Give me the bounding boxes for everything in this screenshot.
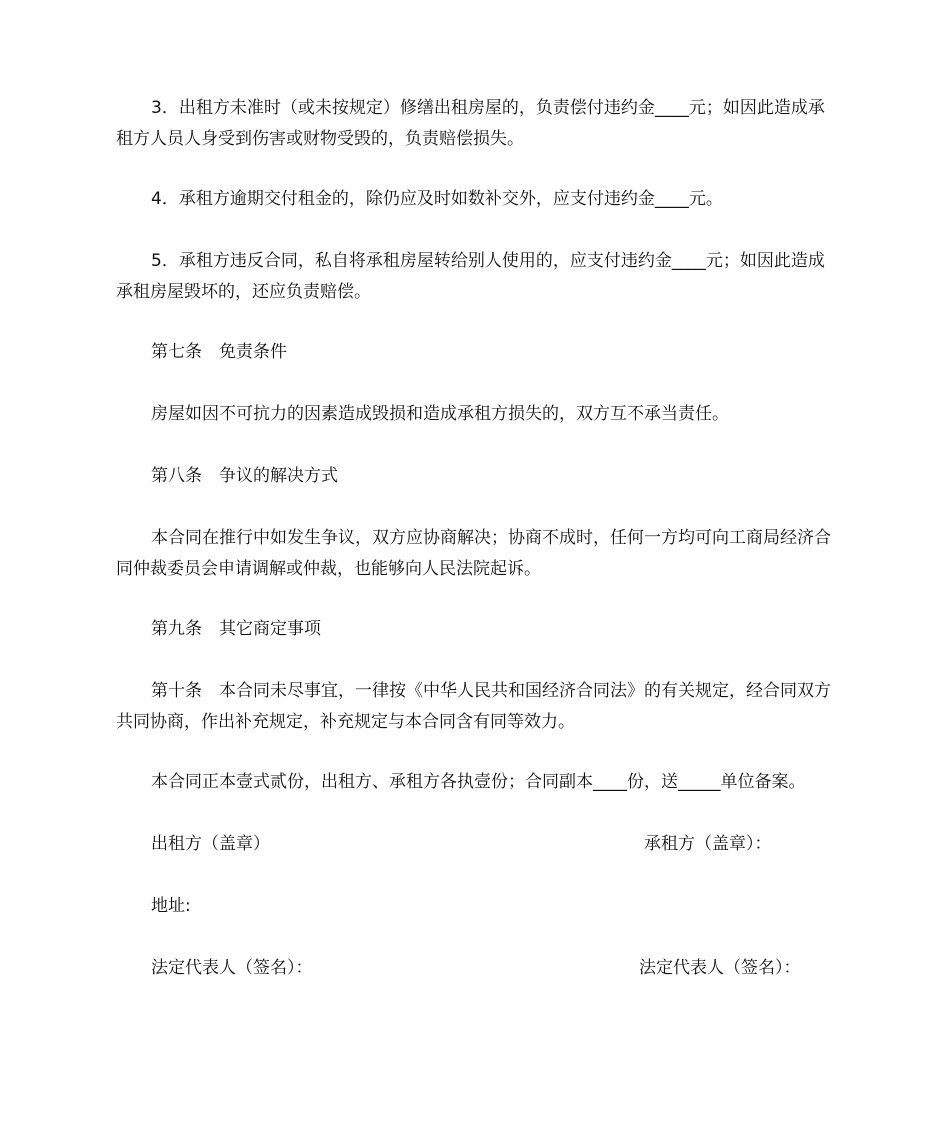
lessor-representative-label: 法定代表人（签名）： <box>151 958 313 978</box>
clause-4-paragraph: 4．承租方逾期交付租金的，除仍应及时如数补交外，应支付违约金____元。 <box>151 189 723 209</box>
copies-clause: 本合同正本壹式贰份，出租方、承租方各执壹份；合同副本____份，送_____单位备案。 <box>151 772 806 792</box>
clause-5-paragraph: 5．承租方违反合同，私自将承租房屋转给别人使用的，应支付违约金____元；如因此造成承租房屋毁坏的，还应负责赔偿。 <box>116 251 825 302</box>
article-8-heading: 第八条 争议的解决方式 <box>151 466 338 486</box>
article-7-body: 房屋如因不可抗力的因素造成毁损和造成承租方损失的，双方互不承当责任。 <box>151 404 729 424</box>
lessee-representative-label: 法定代表人（签名）： <box>639 958 801 978</box>
lessor-seal-label: 出租方（盖章） <box>151 834 270 854</box>
address-label: 地址: <box>151 896 191 916</box>
article-8-body: 本合同在推行中如发生争议，双方应协商解决；协商不成时，任何一方均可向工商局经济合同仲裁委员会申请调解或仲裁，也能够向人民法院起诉。 <box>116 528 831 579</box>
article-7-heading: 第七条 免责条件 <box>151 342 287 362</box>
clause-3-paragraph: 3．出租方未准时（或未按规定）修缮出租房屋的，负责偿付违约金____元；如因此造成承租方人员人身受到伤害或财物受毁的，负责赔偿损失。 <box>116 98 825 149</box>
article-10-body: 第十条 本合同未尽事宜，一律按《中华人民共和国经济合同法》的有关规定，经合同双方共同协商，作出补充规定，补充规定与本合同含有同等效力。 <box>116 681 831 732</box>
lessee-seal-label: 承租方（盖章）： <box>644 834 772 854</box>
article-9-heading: 第九条 其它商定事项 <box>151 619 321 639</box>
